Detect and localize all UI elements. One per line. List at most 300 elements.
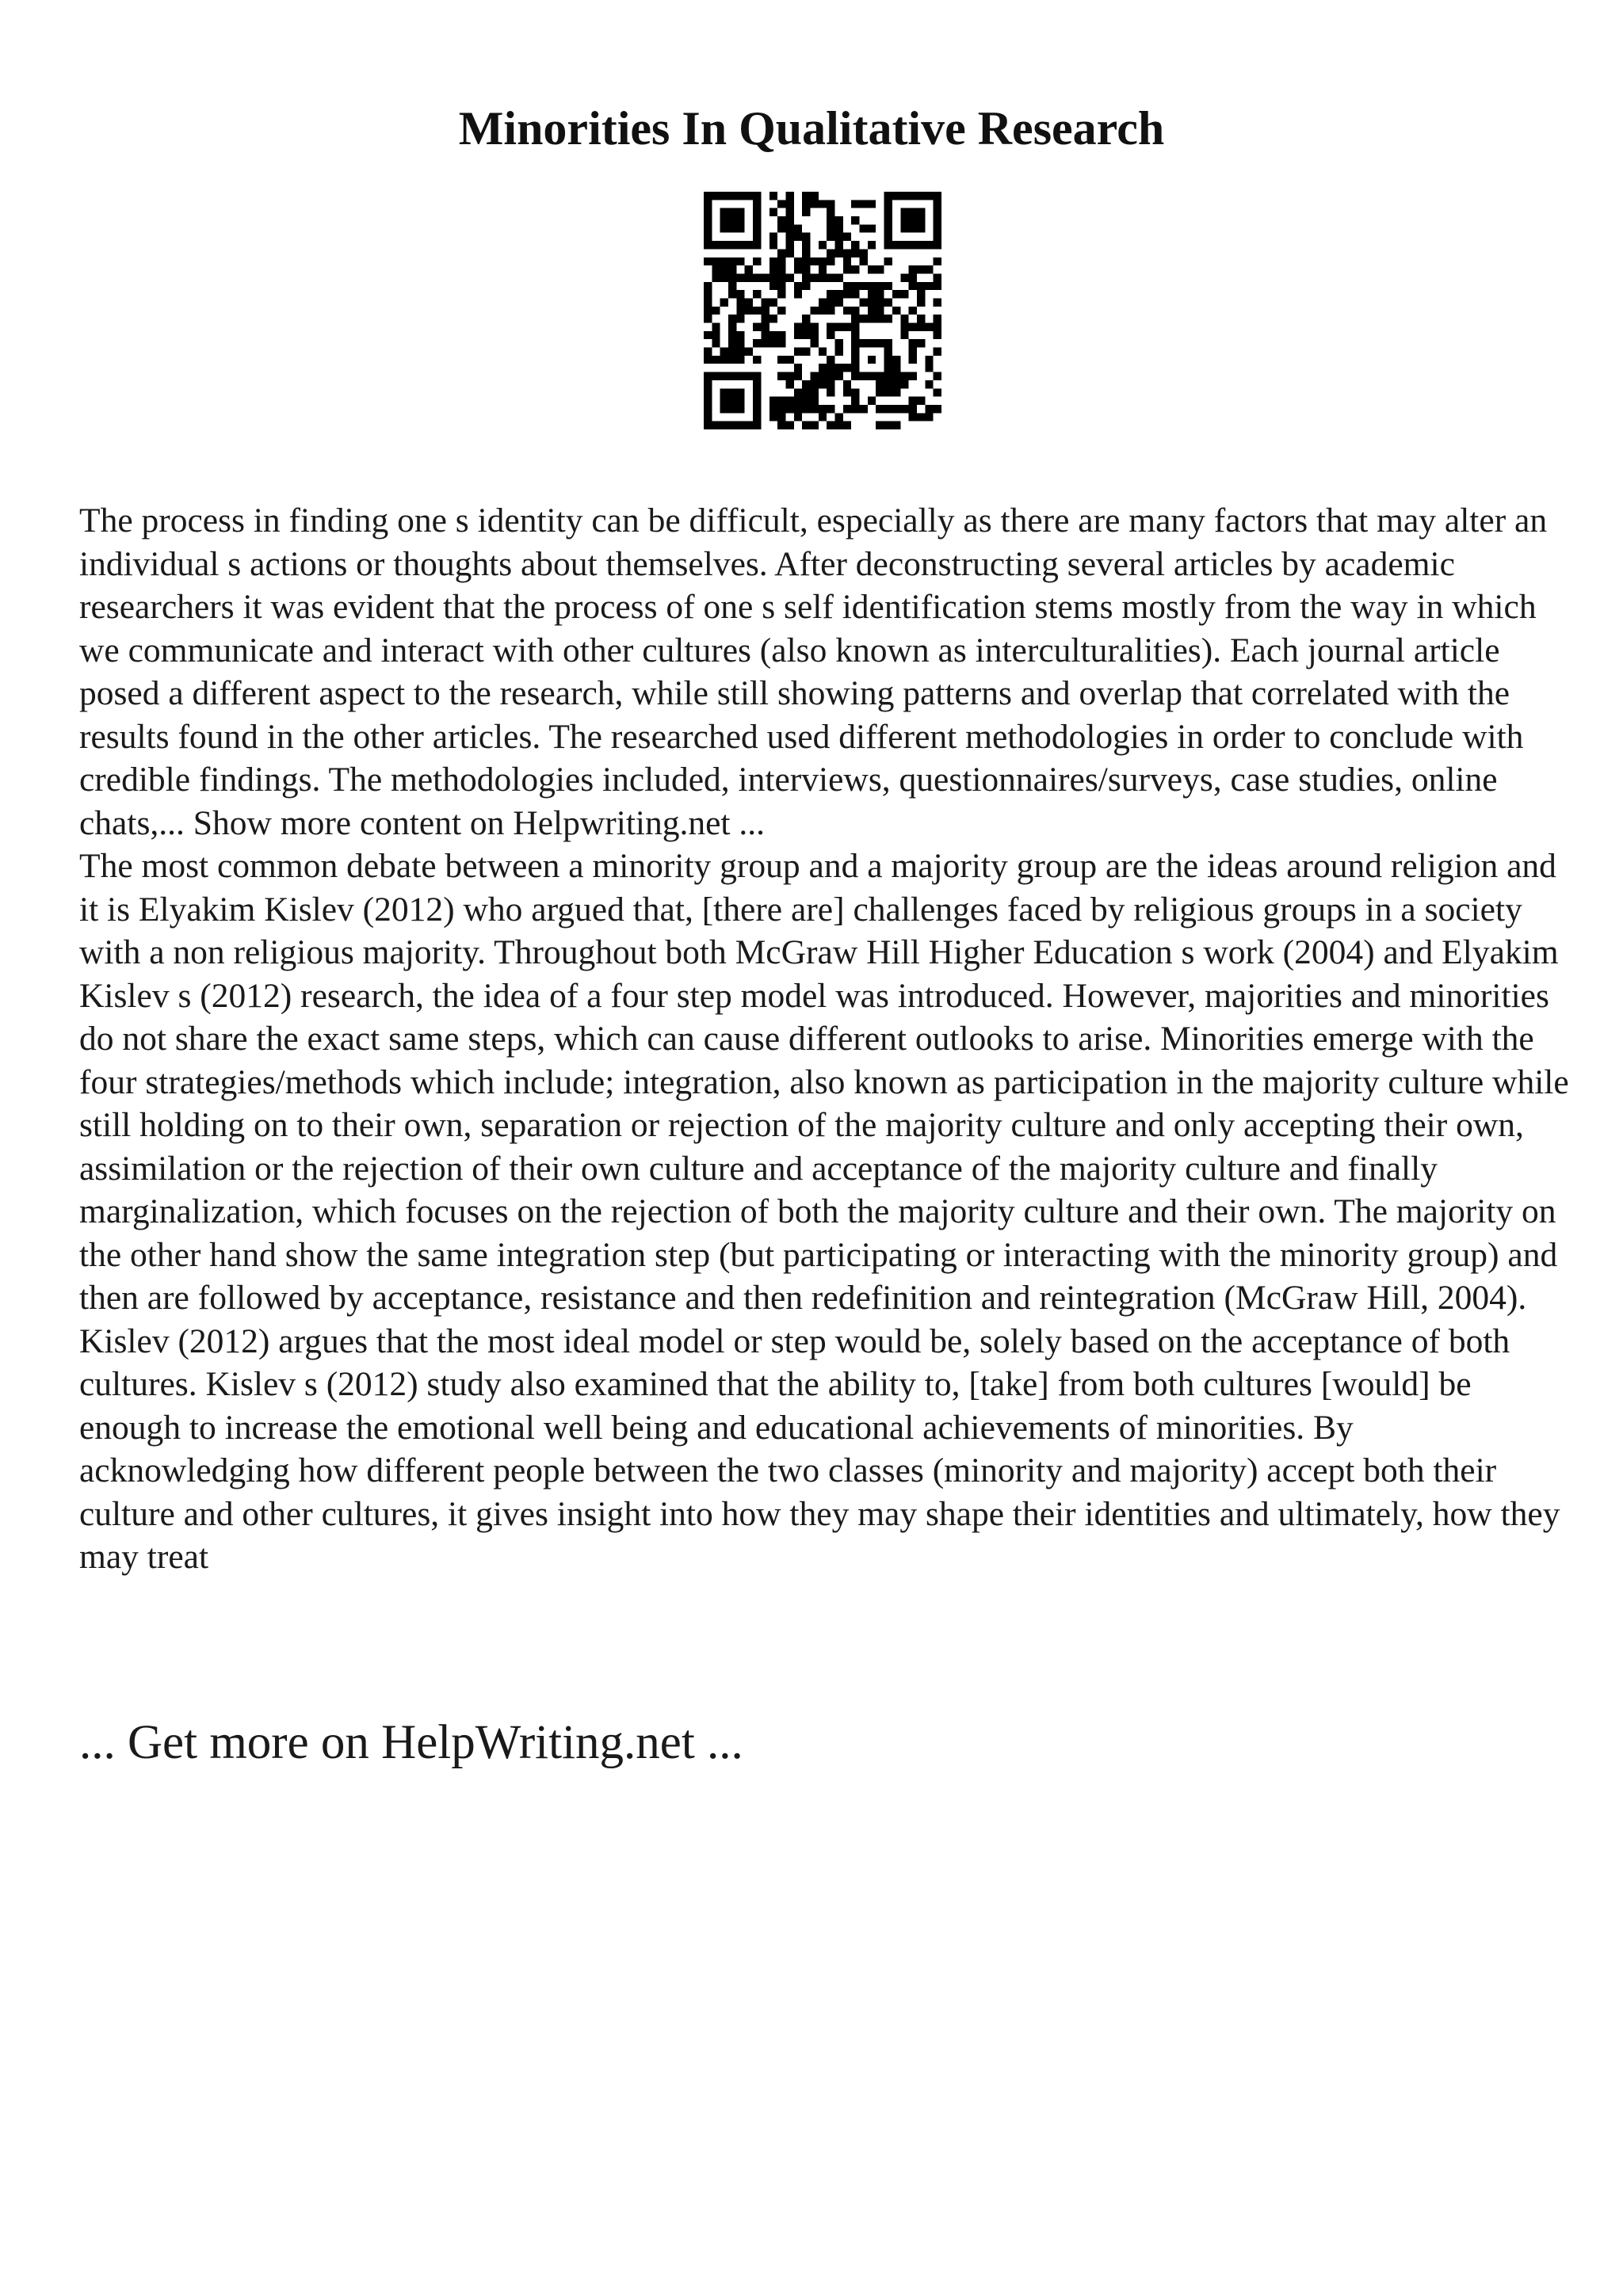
qr-module: [777, 421, 785, 429]
qr-module: [851, 290, 859, 298]
qr-module: [810, 257, 818, 265]
qr-module: [745, 265, 753, 273]
qr-module: [753, 413, 761, 421]
qr-module: [884, 356, 892, 364]
qr-module: [925, 405, 933, 413]
qr-module: [777, 265, 785, 273]
qr-module: [720, 348, 728, 356]
qr-module: [777, 405, 785, 413]
qr-module: [802, 315, 810, 322]
qr-module: [819, 241, 827, 249]
qr-module: [851, 216, 859, 224]
qr-module: [745, 241, 753, 249]
qr-module: [712, 331, 720, 339]
qr-module: [777, 290, 785, 298]
qr-module: [909, 282, 917, 290]
qr-module: [802, 241, 810, 249]
qr-module: [917, 282, 925, 290]
qr-module: [810, 380, 818, 388]
qr-module: [785, 233, 793, 241]
qr-module: [934, 323, 941, 331]
qr-module: [736, 421, 744, 429]
qr-module: [777, 257, 785, 265]
qr-module: [851, 241, 859, 249]
qr-module: [876, 421, 884, 429]
qr-module: [794, 405, 802, 413]
qr-module: [794, 348, 802, 356]
qr-module: [704, 380, 712, 388]
qr-module: [934, 331, 941, 339]
qr-module: [900, 372, 908, 380]
qr-module: [736, 315, 744, 322]
qr-module: [753, 200, 761, 208]
qr-module: [785, 397, 793, 405]
qr-module: [802, 380, 810, 388]
qr-module: [753, 388, 761, 396]
qr-module: [851, 372, 859, 380]
qr-module: [917, 298, 925, 306]
qr-module: [785, 249, 793, 257]
qr-module: [745, 372, 753, 380]
qr-module: [934, 372, 941, 380]
qr-module: [753, 241, 761, 249]
qr-module: [892, 290, 900, 298]
qr-module: [769, 192, 777, 200]
qr-module: [934, 233, 941, 241]
qr-module: [827, 364, 834, 372]
qr-module: [712, 192, 720, 200]
qr-module: [720, 405, 728, 413]
qr-module: [900, 290, 908, 298]
qr-module: [794, 224, 802, 232]
qr-module: [736, 339, 744, 347]
qr-module: [835, 372, 843, 380]
qr-module: [876, 405, 884, 413]
qr-module: [728, 348, 736, 356]
qr-module: [851, 200, 859, 208]
qr-module: [736, 348, 744, 356]
qr-module: [728, 290, 736, 298]
qr-module: [810, 421, 818, 429]
qr-module: [884, 380, 892, 388]
qr-module: [851, 339, 859, 347]
qr-module: [720, 421, 728, 429]
qr-module: [802, 323, 810, 331]
qr-module: [851, 265, 859, 273]
qr-module: [917, 265, 925, 273]
qr-module: [900, 241, 908, 249]
qr-module: [827, 323, 834, 331]
qr-module: [769, 208, 777, 216]
qr-module: [712, 273, 720, 281]
qr-module: [769, 273, 777, 281]
qr-module: [810, 323, 818, 331]
qr-module: [802, 273, 810, 281]
qr-module: [909, 307, 917, 315]
qr-module: [704, 388, 712, 396]
qr-module: [827, 356, 834, 364]
qr-module: [884, 388, 892, 396]
qr-module: [785, 372, 793, 380]
qr-module: [892, 241, 900, 249]
qr-module: [728, 356, 736, 364]
qr-module: [704, 241, 712, 249]
qr-module: [925, 265, 933, 273]
qr-module: [884, 421, 892, 429]
qr-module: [925, 323, 933, 331]
qr-module: [720, 192, 728, 200]
qr-module: [860, 282, 868, 290]
qr-module: [909, 208, 917, 216]
qr-module: [884, 200, 892, 208]
qr-module: [934, 200, 941, 208]
qr-module: [728, 208, 736, 216]
qr-module: [884, 241, 892, 249]
qr-module: [745, 298, 753, 306]
qr-module: [868, 282, 876, 290]
qr-module: [712, 265, 720, 273]
qr-module: [769, 413, 777, 421]
qr-module: [736, 273, 744, 281]
get-more-link[interactable]: ... Get more on HelpWriting.net ...: [79, 1716, 743, 1769]
qr-module: [802, 397, 810, 405]
qr-module: [851, 282, 859, 290]
qr-module: [900, 405, 908, 413]
qr-module: [736, 257, 744, 265]
qr-module: [843, 307, 851, 315]
qr-module: [728, 397, 736, 405]
qr-module: [868, 356, 876, 364]
qr-module: [802, 348, 810, 356]
qr-module: [753, 208, 761, 216]
qr-module: [785, 241, 793, 249]
qr-module: [777, 413, 785, 421]
qr-module: [712, 356, 720, 364]
qr-module: [704, 356, 712, 364]
qr-module: [835, 421, 843, 429]
qr-module: [720, 298, 728, 306]
qr-module: [819, 307, 827, 315]
qr-module: [720, 224, 728, 232]
qr-module: [884, 364, 892, 372]
qr-module: [934, 315, 941, 322]
qr-module: [900, 216, 908, 224]
qr-module: [876, 380, 884, 388]
qr-module: [884, 216, 892, 224]
qr-module: [868, 224, 876, 232]
qr-module: [835, 348, 843, 356]
qr-module: [736, 192, 744, 200]
qr-module: [934, 241, 941, 249]
qr-module: [934, 388, 941, 396]
qr-module: [900, 323, 908, 331]
qr-module: [827, 421, 834, 429]
qr-module: [884, 315, 892, 322]
qr-module: [900, 380, 908, 388]
qr-module: [835, 241, 843, 249]
qr-module: [777, 216, 785, 224]
qr-module: [819, 265, 827, 273]
qr-module: [736, 372, 744, 380]
qr-module: [777, 249, 785, 257]
qr-module: [802, 257, 810, 265]
qr-module: [884, 405, 892, 413]
qr-module: [843, 380, 851, 388]
qr-module: [843, 421, 851, 429]
qr-module: [728, 372, 736, 380]
qr-module: [843, 290, 851, 298]
qr-module: [892, 380, 900, 388]
qr-module: [753, 380, 761, 388]
qr-code-icon[interactable]: [704, 192, 941, 429]
qr-module: [777, 200, 785, 208]
qr-module: [704, 224, 712, 232]
qr-module: [753, 372, 761, 380]
qr-module: [794, 290, 802, 298]
qr-module: [810, 307, 818, 315]
qr-module: [704, 208, 712, 216]
qr-module: [835, 290, 843, 298]
qr-module: [876, 307, 884, 315]
qr-module: [777, 282, 785, 290]
qr-module: [900, 208, 908, 216]
qr-module: [909, 405, 917, 413]
qr-module: [785, 421, 793, 429]
qr-module: [892, 372, 900, 380]
qr-module: [720, 273, 728, 281]
qr-module: [860, 298, 868, 306]
qr-module: [728, 282, 736, 290]
qr-module: [827, 273, 834, 281]
qr-module: [909, 241, 917, 249]
qr-module: [917, 192, 925, 200]
qr-module: [819, 257, 827, 265]
qr-module: [876, 388, 884, 396]
qr-module: [934, 298, 941, 306]
qr-module: [785, 380, 793, 388]
qr-module: [917, 323, 925, 331]
qr-module: [876, 372, 884, 380]
qr-module: [934, 273, 941, 281]
qr-module: [860, 405, 868, 413]
qr-module: [753, 323, 761, 331]
qr-module: [876, 315, 884, 322]
qr-module: [934, 192, 941, 200]
qr-module: [712, 339, 720, 347]
qr-module: [728, 265, 736, 273]
qr-module: [753, 339, 761, 347]
qr-module: [843, 265, 851, 273]
qr-module: [794, 372, 802, 380]
qr-module: [868, 397, 876, 405]
qr-module: [900, 192, 908, 200]
qr-module: [810, 388, 818, 396]
qr-module: [868, 241, 876, 249]
qr-module: [851, 364, 859, 372]
qr-module: [909, 413, 917, 421]
qr-module: [884, 233, 892, 241]
qr-module: [810, 339, 818, 347]
qr-module: [827, 298, 834, 306]
qr-module: [917, 224, 925, 232]
qr-module: [819, 405, 827, 413]
paragraph-main: The most common debate between a minority group and a majority group are the ideas around religion and it is Elyakim Kislev (2012) who argued that, [there are] challenges faced by religious groups in a society with a non religious majority. Throughout both McGraw Hill Higher Education s work (2004) and Elyakim Kislev s (2012) research, the idea of a four step model was introduced. However, majorities and minorities do not share the exact same steps, which can cause different outlooks to arise. Minorities emerge with the four strategies/methods which include; integration, also known as participation in the majority culture while still holding on to their own, separation or rejection of the majority culture and only accepting their own, assimilation or the rejection of their own culture and acceptance of the majority culture and finally marginalization, which focuses on the rejection of both the majority culture and their own. The majority on the other hand show the same integration step (but participating or interacting with the minority group) and then are followed by acceptance, resistance and then redefinition and reintegration (McGraw Hill, 2004). Kislev (2012) argues that the most ideal model or step would be, solely based on the acceptance of both cultures. Kislev s (2012) study also examined that the ability to, [take] from both cultures [would] be enough to increase the emotional well being and educational achievements of minorities. By acknowledging how different people between the two classes (minority and majority) accept both their culture and other cultures, it gives insight into how they may shape their identities and ultimately, how they may treat: [79, 847, 1569, 1576]
qr-module: [720, 388, 728, 396]
qr-module: [761, 307, 769, 315]
qr-module: [909, 339, 917, 347]
qr-module: [917, 241, 925, 249]
qr-module: [794, 265, 802, 273]
qr-module: [851, 323, 859, 331]
qr-module: [720, 356, 728, 364]
qr-module: [761, 323, 769, 331]
qr-module: [728, 339, 736, 347]
qr-module: [835, 413, 843, 421]
qr-module: [736, 388, 744, 396]
qr-module: [802, 233, 810, 241]
qr-module: [704, 397, 712, 405]
qr-module: [769, 331, 777, 339]
qr-module: [802, 192, 810, 200]
qr-module: [843, 405, 851, 413]
qr-module: [860, 224, 868, 232]
qr-module: [934, 348, 941, 356]
qr-module: [736, 397, 744, 405]
qr-module: [868, 290, 876, 298]
qr-module: [819, 348, 827, 356]
qr-module: [802, 405, 810, 413]
qr-module: [704, 216, 712, 224]
qr-module: [934, 405, 941, 413]
qr-module: [785, 200, 793, 208]
qr-module: [777, 307, 785, 315]
qr-module: [892, 356, 900, 364]
qr-module: [753, 356, 761, 364]
qr-module: [704, 282, 712, 290]
qr-module: [909, 323, 917, 331]
qr-module: [802, 200, 810, 208]
qr-module: [925, 380, 933, 388]
qr-module: [819, 364, 827, 372]
qr-module: [827, 290, 834, 298]
qr-module: [761, 273, 769, 281]
qr-module: [851, 397, 859, 405]
qr-module: [745, 192, 753, 200]
qr-module: [868, 200, 876, 208]
qr-module: [794, 331, 802, 339]
qr-module: [769, 315, 777, 322]
qr-module: [728, 241, 736, 249]
qr-module: [909, 348, 917, 356]
qr-code-graphic: [704, 192, 941, 429]
qr-module: [835, 364, 843, 372]
qr-module: [860, 339, 868, 347]
qr-module: [819, 273, 827, 281]
qr-module: [736, 290, 744, 298]
qr-module: [810, 372, 818, 380]
qr-module: [884, 298, 892, 306]
qr-module: [876, 339, 884, 347]
qr-module: [753, 307, 761, 315]
qr-module: [753, 257, 761, 265]
qr-module: [785, 216, 793, 224]
qr-module: [704, 405, 712, 413]
qr-module: [835, 273, 843, 281]
qr-module: [720, 372, 728, 380]
qr-module: [810, 331, 818, 339]
qr-module: [745, 273, 753, 281]
qr-module: [860, 257, 868, 265]
qr-module: [868, 372, 876, 380]
qr-module: [843, 249, 851, 257]
qr-module: [835, 233, 843, 241]
qr-module: [884, 208, 892, 216]
qr-module: [794, 282, 802, 290]
qr-module: [827, 224, 834, 232]
qr-module: [934, 208, 941, 216]
qr-module: [909, 216, 917, 224]
qr-module: [720, 265, 728, 273]
qr-module: [892, 364, 900, 372]
qr-module: [884, 224, 892, 232]
qr-module: [819, 298, 827, 306]
qr-module: [851, 331, 859, 339]
qr-module: [704, 348, 712, 356]
qr-module: [802, 249, 810, 257]
qr-module: [753, 421, 761, 429]
qr-module: [819, 200, 827, 208]
qr-module: [851, 388, 859, 396]
qr-module: [777, 331, 785, 339]
qr-module: [794, 413, 802, 421]
qr-module: [728, 273, 736, 281]
qr-module: [835, 339, 843, 347]
qr-module: [827, 380, 834, 388]
qr-module: [843, 257, 851, 265]
qr-module: [876, 265, 884, 273]
qr-module: [777, 372, 785, 380]
qr-module: [704, 192, 712, 200]
qr-module: [736, 298, 744, 306]
qr-module: [892, 388, 900, 396]
qr-module: [802, 331, 810, 339]
qr-module: [827, 208, 834, 216]
qr-module: [917, 208, 925, 216]
qr-module: [736, 241, 744, 249]
qr-module: [892, 192, 900, 200]
qr-module: [843, 364, 851, 372]
qr-module: [736, 356, 744, 364]
qr-module: [827, 216, 834, 224]
qr-module: [753, 233, 761, 241]
qr-module: [868, 315, 876, 322]
qr-module: [704, 413, 712, 421]
qr-module: [753, 290, 761, 298]
qr-module: [785, 208, 793, 216]
qr-module: [835, 224, 843, 232]
qr-module: [704, 331, 712, 339]
qr-module: [794, 257, 802, 265]
qr-module: [753, 216, 761, 224]
qr-module: [802, 265, 810, 273]
qr-module: [745, 307, 753, 315]
qr-module: [835, 216, 843, 224]
qr-module: [892, 405, 900, 413]
qr-module: [736, 405, 744, 413]
qr-module: [884, 348, 892, 356]
qr-module: [769, 265, 777, 273]
qr-module: [909, 265, 917, 273]
